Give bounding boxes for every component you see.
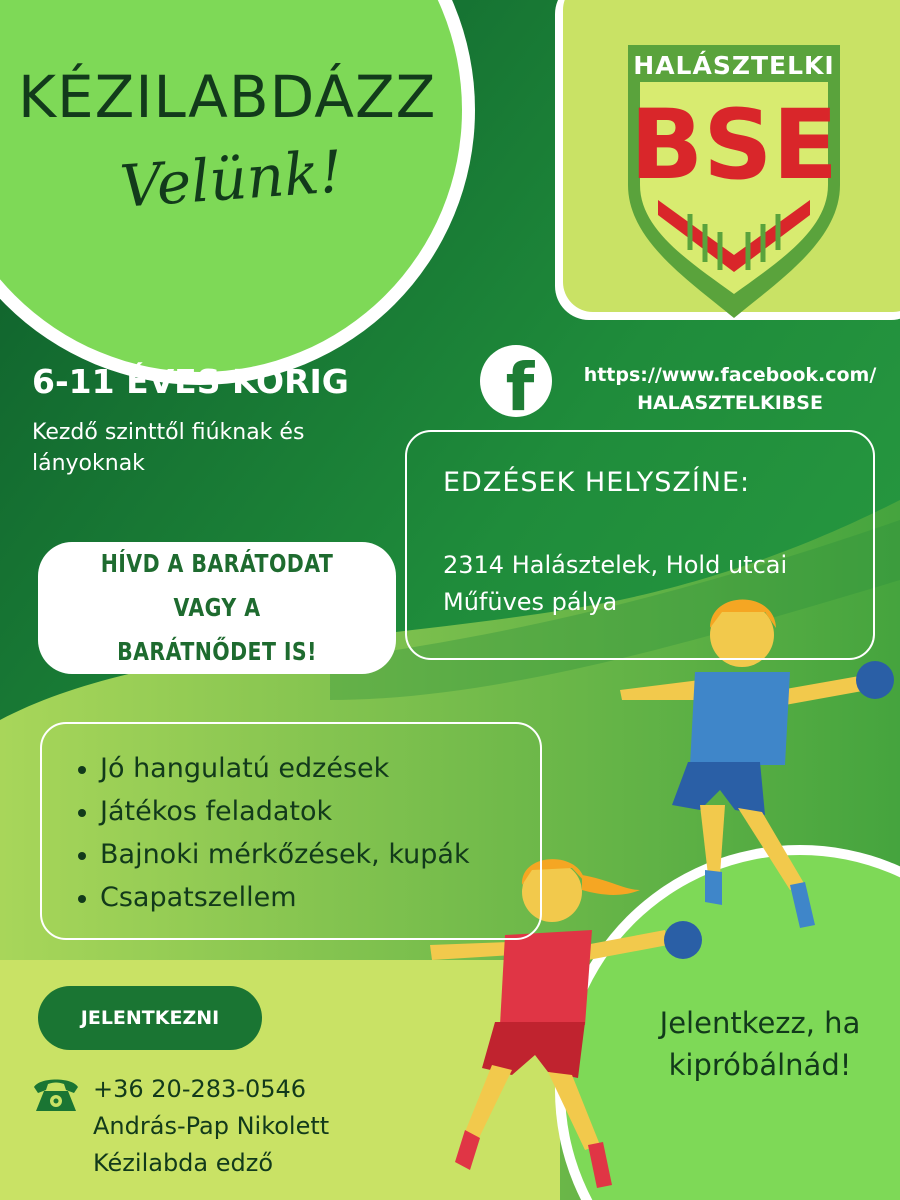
address-line-2: Műfüves pálya [443,588,618,617]
signup-button[interactable]: JELENTKEZNI [38,986,262,1050]
phone-icon [30,1075,82,1115]
invite-friend-banner [38,542,396,674]
logo-main-text: BSE [630,89,838,201]
contact-info [93,1071,329,1182]
headline: KÉZILABDÁZZ [18,63,437,131]
bullet-icon [78,809,86,817]
invite-text [70,542,364,673]
contact-name: András-Pap Nikolett [93,1112,330,1140]
contact-role: Kézilabda edző [93,1149,274,1177]
bullet-icon [78,766,86,774]
age-range-title: 6-11 ÉVES KORIG [32,362,349,401]
try-it-text [620,1002,900,1086]
try-line-2: kipróbálnád! [668,1048,852,1083]
feature-text: Bajnoki mérkőzések, kupák [100,839,470,870]
invite-line-1: HÍVD A BARÁTODAT VAGY A [100,549,334,623]
feature-text: Jó hangulatú edzések [100,753,390,784]
facebook-url-line-1: https://www.facebook.com/ [583,364,877,386]
bullet-icon [78,895,86,903]
location-title: EDZÉSEK HELYSZÍNE: [443,467,751,498]
logo-top-text: HALÁSZTELKI [633,51,835,80]
features-list [78,747,470,919]
list-item [78,876,470,919]
bullet-icon [78,852,86,860]
list-item [78,833,470,876]
facebook-url-line-2: HALASZTELKIBSE [637,391,823,414]
facebook-icon[interactable]: f [480,345,552,417]
list-item [78,790,470,833]
facebook-link[interactable] [560,362,900,417]
try-line-1: Jelentkezz, ha [659,1006,861,1040]
age-range-subtitle: Kezdő szinttől fiúknak és lányoknak [32,420,305,476]
location-address [443,547,873,621]
address-line-1: 2314 Halásztelek, Hold utcai [443,551,788,579]
phone-number[interactable]: +36 20-283-0546 [93,1075,307,1103]
list-item [78,747,470,790]
feature-text: Játékos feladatok [100,796,333,827]
headline-script: Velünk! [117,137,345,221]
feature-text: Csapatszellem [100,882,297,913]
location-box [405,430,875,660]
invite-line-2: BARÁTNŐDET IS! [117,636,317,666]
